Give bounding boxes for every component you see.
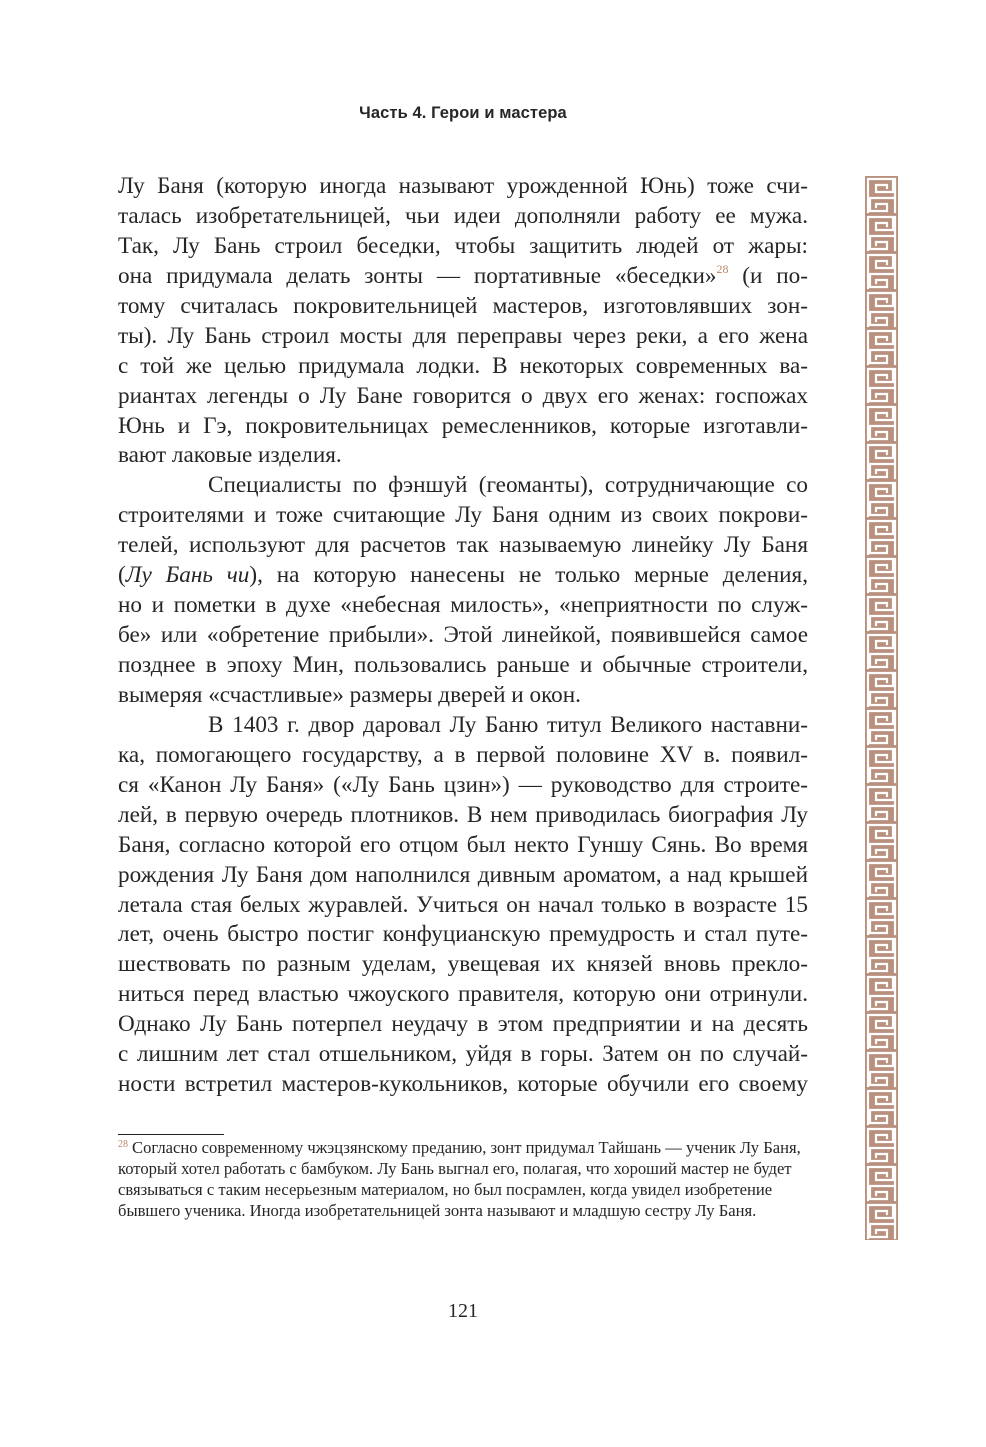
text-line: ты). Лу Бань строил мосты для переправы через реки, а его жена: [118, 322, 808, 349]
text-segment: (и по-: [742, 262, 808, 289]
text-line: Юнь и Гэ, покровительницах ремесленников, которые изготавли-: [118, 412, 808, 439]
text-line: Однако Лу Бань потерпел неудачу в этом предприятии и на десять: [118, 1011, 808, 1038]
text-line: шествовать по разным уделам, увещевая их князей вновь прекло-: [118, 951, 808, 978]
text-line: лет, очень быстро постиг конфуцианскую премудрость и стал путе-: [118, 921, 808, 948]
text-line: бе» или «обретение прибыли». Этой линейкой, появившейся самое: [118, 622, 808, 649]
body-text: [118, 172, 808, 1100]
text-line: Баня, согласно которой его отцом был некто Гуншу Сянь. Во время: [118, 831, 808, 858]
text-line: ся «Канон Лу Баня» («Лу Бань цзин») — руководство для строите-: [118, 771, 808, 798]
footnote-marker: 28: [118, 1139, 128, 1150]
text-line-with-footnote-ref: [118, 262, 808, 292]
text-line: ности встретил мастеров-кукольников, которые обучили его своему: [118, 1071, 808, 1098]
footnote-reference[interactable]: 28: [716, 261, 729, 276]
text-line: позднее в эпоху Мин, пользовались раньше и обычные строители,: [118, 652, 808, 678]
footnote-separator: [118, 1134, 224, 1135]
text-segment: ), на которую нанесены не только мерные деления,: [249, 562, 808, 589]
footnote: [118, 1137, 808, 1221]
text-line: с той же целью придумала лодки. В некоторых современных ва-: [118, 352, 808, 379]
text-segment: (: [118, 562, 126, 589]
text-line: строителями и тоже считающие Лу Баня одним из своих покрови-: [118, 502, 808, 529]
text-line: лей, в первую очередь плотников. В нем приводилась биография Лу: [118, 801, 808, 828]
text-line: но и пометки в духе «небесная милость», «неприятности по служ-: [118, 592, 808, 619]
text-line: тому считалась покровительницей мастеров, изготовлявших зон-: [118, 292, 808, 319]
text-line: летала стая белых журавлей. Учиться он начал только в возрасте 15: [118, 891, 808, 918]
paragraph-first-line: В 1403 г. двор даровал Лу Баню титул Великого наставни-: [208, 711, 808, 738]
text-line: с лишним лет стал отшельником, уйдя в горы. Затем он по случай-: [118, 1041, 808, 1068]
italic-term: Лу Бань чи: [125, 562, 250, 589]
text-line: Лу Баня (которую иногда называют урожденной Юнь) тоже счи-: [118, 173, 808, 199]
text-line: ниться перед властью чжоуского правителя, которую они отринули.: [118, 981, 808, 1008]
running-title: Часть 4. Герои и мастера: [359, 104, 567, 122]
text-line: Так, Лу Бань строил беседки, чтобы защитить людей от жары:: [118, 232, 808, 259]
text-line: ка, помогающего государству, а в первой половине XV в. появил-: [118, 741, 808, 768]
text-line: рождения Лу Баня дом наполнился дивным ароматом, а над крышей: [118, 861, 808, 888]
greek-key-ornament: [865, 176, 898, 1240]
footnote-text: Согласно современному чжэцзянскому преданию, зонт придумал Тайшань — ученик Лу Баня, который хотел работать с бамбуком. Лу Бань выгнал его, полагая, что хороший мастер не будет связываться с таким несерьезным материалом, но был посрамлен, когда увидел изобретение бывшего ученика. Иногда изобретательницей зонта называют и младшую сестру Лу Баня.: [118, 1138, 801, 1220]
text-segment: она придумала делать зонты — портативные «беседки»: [118, 262, 717, 289]
text-line: талась изобретательницей, чьи идеи дополняли работу ее мужа.: [118, 202, 808, 229]
text-line-with-italic: [118, 561, 808, 591]
text-line: вымеряя «счастливые» размеры дверей и окон.: [118, 681, 581, 708]
text-line: вают лаковые изделия.: [118, 442, 342, 469]
paragraph-first-line: Специалисты по фэншуй (геоманты), сотрудничающие со: [208, 472, 808, 499]
page-number: 121: [448, 1300, 478, 1322]
text-line: телей, используют для расчетов так называемую линейку Лу Баня: [118, 532, 808, 559]
text-line: риантах легенды о Лу Бане говорится о двух его женах: госпожах: [118, 382, 808, 409]
